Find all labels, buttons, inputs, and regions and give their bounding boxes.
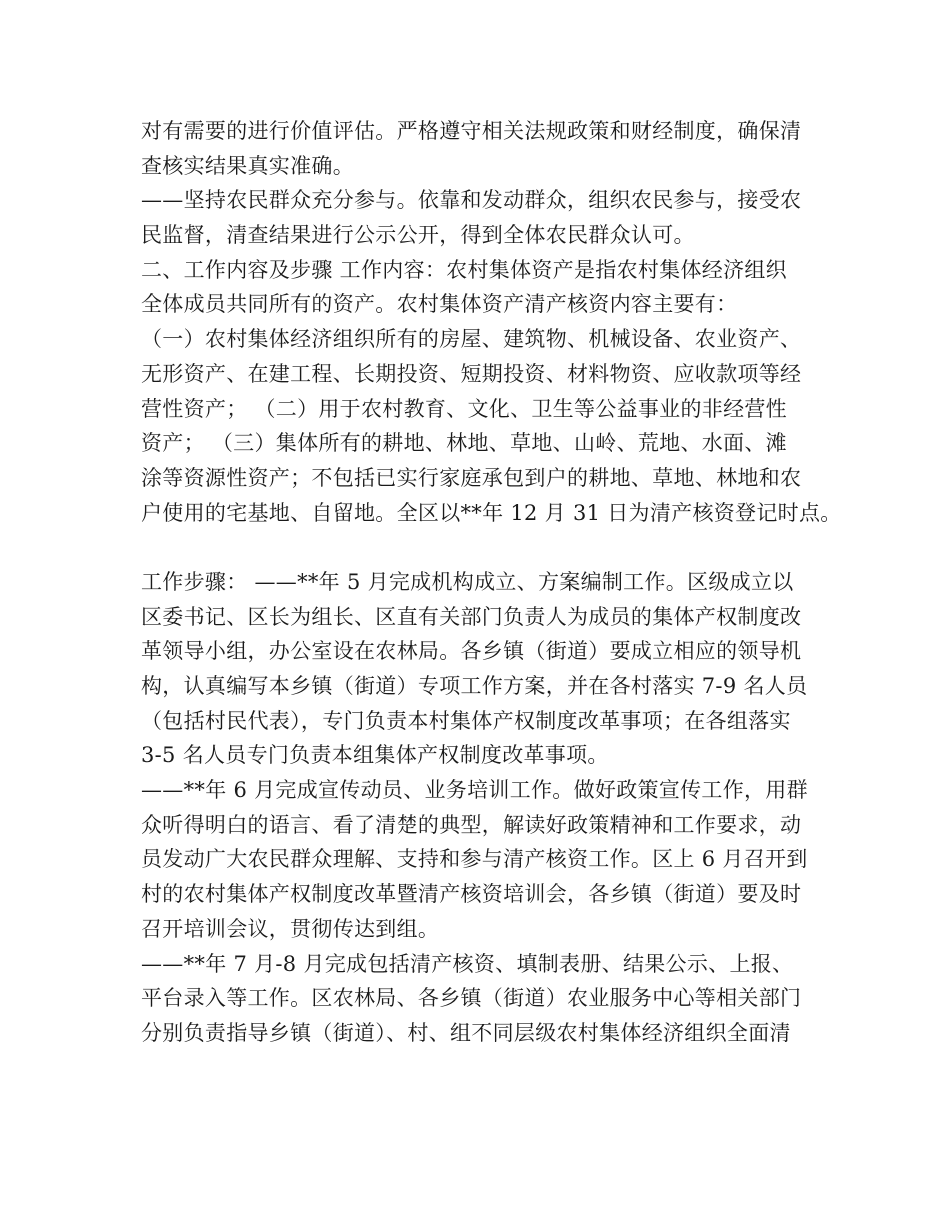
text-line: 工作步骤： ——**年 5 月完成机构成立、方案编制工作。区级成立以 [141, 569, 794, 594]
text-line: 查核实结果真实准确。 [141, 153, 354, 178]
text-line: （一）农村集体经济组织所有的房屋、建筑物、机械设备、农业资产、 [141, 327, 802, 352]
text-line: 全体成员共同所有的资产。农村集体资产清产核资内容主要有： [141, 292, 738, 317]
text-line: （包括村民代表），专门负责本村集体产权制度改革事项；在各组落实 [141, 708, 791, 733]
body-text [141, 114, 841, 1051]
text-line: 户使用的宅基地、自留地。全区以**年 12 月 31 日为清产核资登记时点。 [141, 500, 842, 525]
text-line: 对有需要的进行价值评估。严格遵守相关法规政策和财经制度，确保清 [141, 119, 802, 143]
text-line: 民监督，清查结果进行公示公开，得到全体农民群众认可。 [141, 223, 695, 248]
text-line: 资产； （三）集体所有的耕地、林地、草地、山岭、荒地、水面、滩 [141, 431, 787, 456]
text-line: 革领导小组，办公室设在农林局。各乡镇（街道）要成立相应的领导机 [141, 639, 802, 664]
text-line: ——**年 6 月完成宣传动员、业务培训工作。做好政策宣传工作，用群 [141, 778, 808, 803]
text-line: 平台录入等工作。区农林局、各乡镇（街道）农业服务中心等相关部门 [141, 986, 802, 1011]
text-line: 无形资产、在建工程、长期投资、短期投资、材料物资、应收款项等经 [141, 361, 802, 386]
section-heading-line: 二、工作内容及步骤 工作内容：农村集体资产是指农村集体经济组织 [141, 257, 787, 282]
text-line: 涂等资源性资产；不包括已实行家庭承包到户的耕地、草地、林地和农 [141, 465, 802, 490]
text-line: 众听得明白的语言、看了清楚的典型，解读好政策精神和工作要求，动 [141, 812, 802, 837]
text-line: 3-5 名人员专门负责本组集体产权制度改革事项。 [141, 743, 609, 768]
paragraph-spacer [141, 530, 841, 565]
text-line: 召开培训会议，贯彻传达到组。 [141, 916, 440, 941]
text-line: 区委书记、区长为组长、区直有关部门负责人为成员的集体产权制度改 [141, 604, 802, 629]
text-line: ——坚持农民群众充分参与。依靠和发动群众，组织农民参与，接受农 [141, 188, 802, 213]
text-line: 营性资产； （二）用于农村教育、文化、卫生等公益事业的非经营性 [141, 396, 787, 421]
text-line: 构，认真编写本乡镇（街道）专项工作方案，并在各村落实 7-9 名人员 [141, 674, 808, 698]
text-line: 员发动广大农民群众理解、支持和参与清产核资工作。区上 6 月召开到 [141, 847, 808, 872]
text-line: 分别负责指导乡镇（街道）、村、组不同层级农村集体经济组织全面清 [141, 1020, 791, 1045]
text-line: 村的农村集体产权制度改革暨清产核资培训会，各乡镇（街道）要及时 [141, 882, 802, 907]
text-line: ——**年 7 月-8 月完成包括清产核资、填制表册、结果公示、上报、 [141, 951, 794, 976]
